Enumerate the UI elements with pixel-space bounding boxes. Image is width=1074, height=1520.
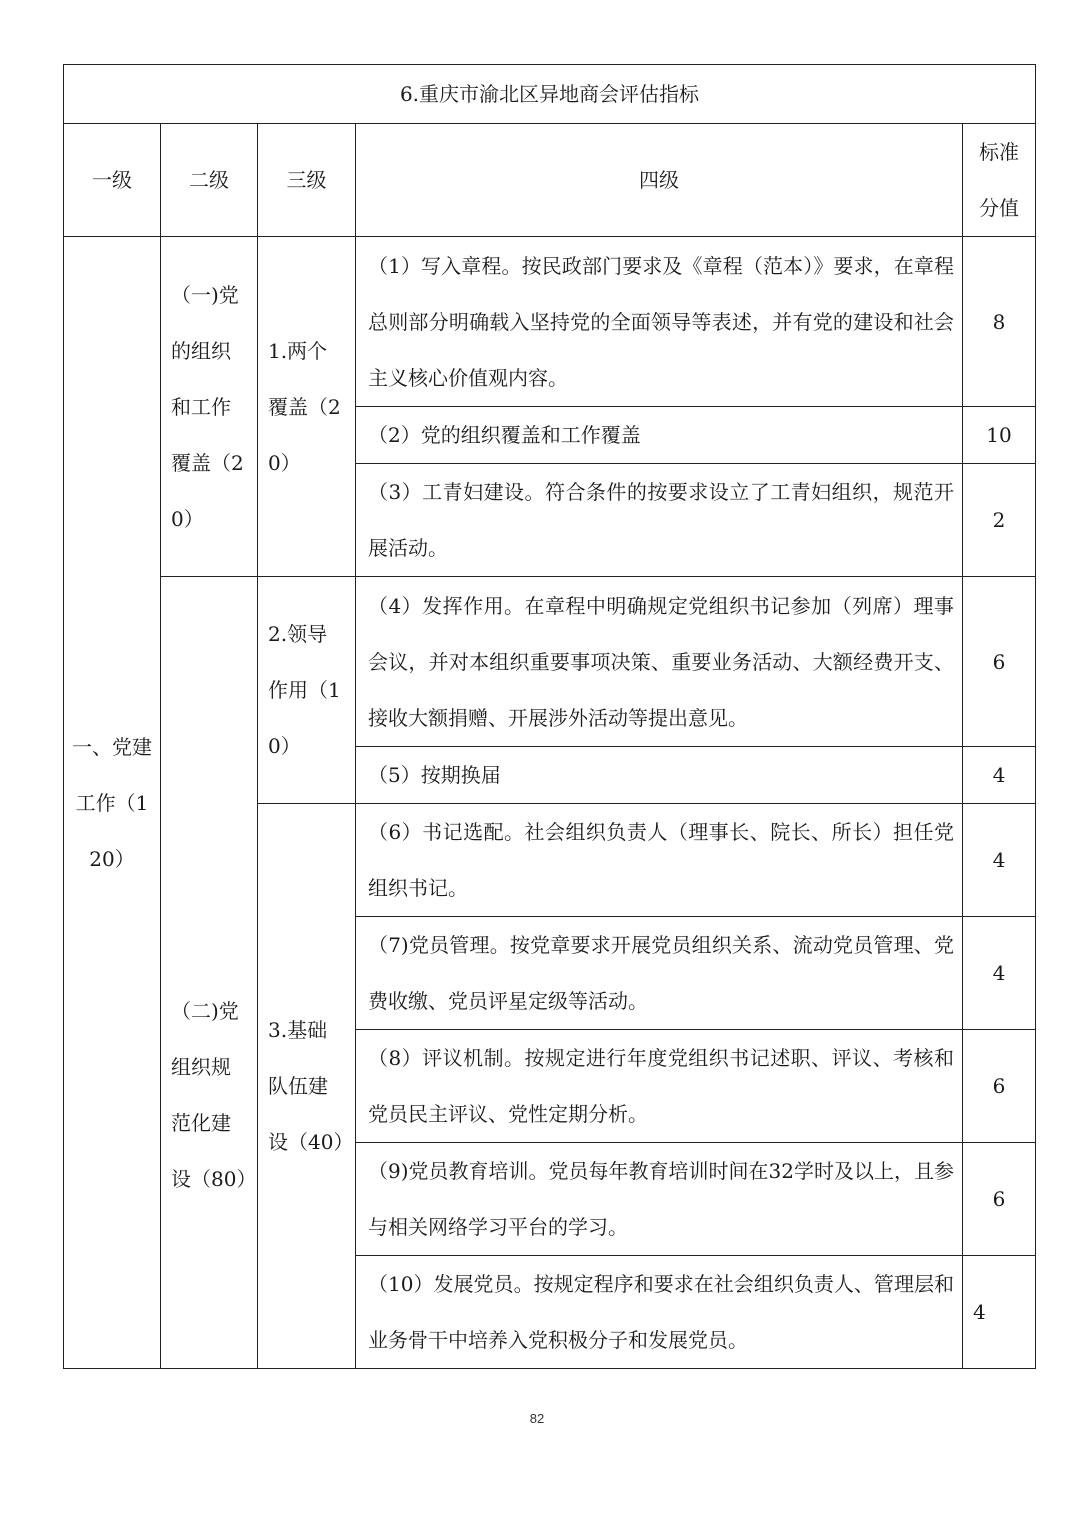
level1-cell: 一、党建工作（120） — [64, 237, 161, 1369]
header-row — [64, 124, 1036, 237]
indicator-text: （7)党员管理。按党章要求开展党员组织关系、流动党员管理、党费收缴、党员评星定级等活动。 — [356, 917, 963, 1030]
indicator-score: 4 — [963, 917, 1036, 1030]
table-row — [64, 237, 1036, 407]
indicator-score: 10 — [963, 407, 1036, 464]
level3-cell-team-building: 3.基础队伍建设（40） — [258, 804, 356, 1369]
table-row — [64, 577, 1036, 747]
indicator-text: （1）写入章程。按民政部门要求及《章程（范本）》要求，在章程总则部分明确载入坚持党的全面领导等表述，并有党的建设和社会主义核心价值观内容。 — [356, 237, 963, 407]
table-title: 6.重庆市渝北区异地商会评估指标 — [64, 65, 1036, 124]
table-title-row — [64, 65, 1036, 124]
level2-cell-coverage: （一)党的组织和工作覆盖（20） — [161, 237, 258, 577]
indicator-text: （5）按期换届 — [356, 747, 963, 804]
level3-cell-two-coverage: 1.两个覆盖（20） — [258, 237, 356, 577]
header-level1: 一级 — [64, 124, 161, 237]
indicator-text: （9)党员教育培训。党员每年教育培训时间在32学时及以上，且参与相关网络学习平台的学习。 — [356, 1143, 963, 1256]
indicator-text: （6）书记选配。社会组织负责人（理事长、院长、所长）担任党组织书记。 — [356, 804, 963, 917]
level2-cell-standardization — [161, 577, 258, 1369]
indicator-score: 2 — [963, 464, 1036, 577]
indicator-score: 8 — [963, 237, 1036, 407]
header-level3: 三级 — [258, 124, 356, 237]
indicator-score: 4 — [963, 747, 1036, 804]
indicator-text: （8）评议机制。按规定进行年度党组织书记述职、评议、考核和党员民主评议、党性定期分析。 — [356, 1030, 963, 1143]
indicator-text: （2）党的组织覆盖和工作覆盖 — [356, 407, 963, 464]
indicator-score: 4 — [963, 1256, 1036, 1369]
indicator-text: （4）发挥作用。在章程中明确规定党组织书记参加（列席）理事会议，并对本组织重要事项决策、重要业务活动、大额经费开支、接收大额捐赠、开展涉外活动等提出意见。 — [356, 577, 963, 747]
indicator-score: 4 — [963, 804, 1036, 917]
page-number: 82 — [529, 1411, 545, 1426]
level2-standardization-label: （二)党组织规范化建设（80） — [171, 999, 257, 1191]
level3-cell-leadership: 2.领导作用（10） — [258, 577, 356, 804]
indicator-text: （3）工青妇建设。符合条件的按要求设立了工青妇组织，规范开展活动。 — [356, 464, 963, 577]
indicator-score: 6 — [963, 1143, 1036, 1256]
header-level4: 四级 — [356, 124, 963, 237]
header-level2: 二级 — [161, 124, 258, 237]
header-score — [963, 124, 1036, 237]
indicator-text: （10）发展党员。按规定程序和要求在社会组织负责人、管理层和业务骨干中培养入党积极分子和发展党员。 — [356, 1256, 963, 1369]
indicator-score: 6 — [963, 577, 1036, 747]
evaluation-table — [63, 64, 1036, 1369]
indicator-score: 6 — [963, 1030, 1036, 1143]
header-score-label: 标准分值 — [979, 140, 1019, 220]
